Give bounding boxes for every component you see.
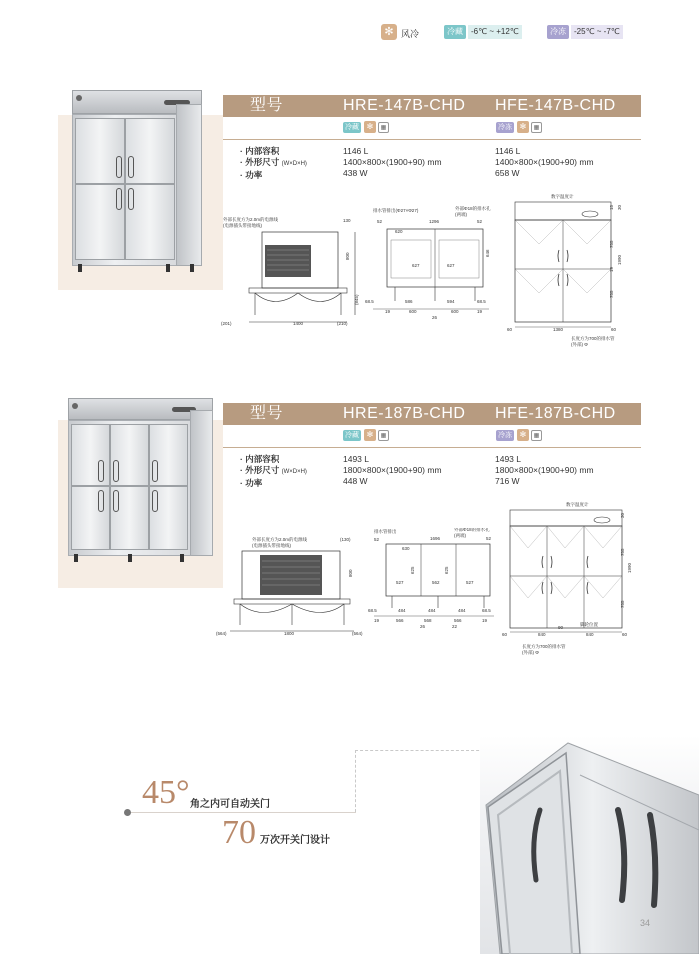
front-view-drawing-2 bbox=[500, 498, 635, 663]
dim: 60 bbox=[502, 632, 508, 637]
drain-note-sub: (两端) bbox=[454, 533, 466, 538]
dim: 755 bbox=[609, 290, 614, 298]
dim: 68.5 bbox=[365, 299, 374, 304]
dim: 840 bbox=[538, 632, 546, 637]
dim: 52 bbox=[374, 537, 380, 542]
drain-note: 外部Φ18的排水孔 bbox=[455, 206, 491, 211]
dim: 800 bbox=[348, 569, 353, 577]
spec-volume-label: · 内部容积 bbox=[240, 454, 280, 464]
dim: 19 bbox=[482, 618, 488, 623]
dim: 586 bbox=[405, 299, 413, 304]
spec-volume-label: · 内部容积 bbox=[240, 146, 280, 156]
model-a-cool-tag: 冷藏 bbox=[345, 124, 359, 131]
dim: 19 bbox=[385, 309, 391, 314]
dim: 620 bbox=[395, 229, 403, 234]
dim: 52 bbox=[486, 536, 492, 541]
dim: 26 bbox=[432, 315, 438, 320]
dim: 562 bbox=[432, 580, 440, 585]
bullet-dot bbox=[124, 809, 131, 816]
spec-value: 1493 L bbox=[495, 454, 521, 464]
feature-line bbox=[128, 812, 356, 813]
dim: 60 bbox=[611, 327, 617, 332]
dim: 68.5 bbox=[368, 608, 377, 613]
refrigerator-4door-image bbox=[72, 90, 202, 270]
door-closeup-image bbox=[480, 735, 699, 954]
dim: 22 bbox=[452, 624, 458, 629]
dim: 68.5 bbox=[482, 608, 491, 613]
model-b-freeze-tag: 冷冻 bbox=[498, 124, 512, 131]
hose-note-sub: (外部) Φ bbox=[571, 342, 588, 347]
dim: 755 bbox=[620, 600, 625, 608]
display-note: 数字温度计 bbox=[551, 194, 574, 199]
dim: 52 bbox=[477, 219, 483, 224]
drain-note-sub: (两端) bbox=[455, 212, 467, 217]
spec-size-label: · 外形尺寸 bbox=[240, 465, 280, 475]
caster-note: 脚轮位置 bbox=[580, 622, 598, 627]
front-view-drawing-1 bbox=[505, 190, 630, 352]
dim: 484 bbox=[398, 608, 406, 613]
side-view-drawing-2 bbox=[368, 528, 500, 638]
dim: 568 bbox=[424, 618, 432, 623]
dim: (564) bbox=[216, 631, 227, 636]
spec-value: 1800×800×(1900+90) mm bbox=[343, 465, 442, 475]
dim: 1800 bbox=[284, 631, 295, 636]
fan-label: 风冷 bbox=[401, 29, 420, 39]
page-number: 34 bbox=[640, 918, 651, 928]
power-cord-note: 外部长度方为2.0m的电源线 bbox=[223, 217, 279, 222]
dim: 484 bbox=[428, 608, 436, 613]
dim: (210) bbox=[337, 321, 348, 326]
dim: 646 bbox=[485, 249, 490, 257]
spec-value: 658 W bbox=[495, 168, 520, 178]
dim: 484 bbox=[458, 608, 466, 613]
spec-size-label: · 外形尺寸 bbox=[240, 157, 280, 167]
dim: 90 bbox=[558, 625, 564, 630]
dim: 68.5 bbox=[477, 299, 486, 304]
spec-value: 1800×800×(1900+90) mm bbox=[495, 465, 594, 475]
model-a-cool-tag: 冷藏 bbox=[345, 432, 359, 439]
display-note: 数字温度计 bbox=[566, 502, 589, 507]
dim: 527 bbox=[396, 580, 404, 585]
dim: 15 bbox=[609, 204, 614, 210]
dim: 627 bbox=[412, 263, 420, 268]
power-cord-note-sub: (电源插头带接地线) bbox=[223, 223, 262, 228]
divider bbox=[223, 447, 641, 448]
divider bbox=[223, 139, 641, 140]
back-view-drawing-2 bbox=[212, 533, 372, 643]
hose-note-sub: (外部) Φ bbox=[522, 650, 539, 655]
dim: 60 bbox=[622, 632, 628, 637]
fan-icon: ✻ bbox=[381, 24, 397, 40]
spec-value: 1146 L bbox=[343, 146, 369, 156]
freeze-tag: 冷冻 bbox=[547, 25, 569, 39]
dim: 800 bbox=[345, 252, 350, 260]
specs-model-a bbox=[343, 146, 442, 179]
spec-size-unit: (W×D×H) bbox=[281, 161, 307, 167]
hose-note: 长度方为700的排水管 bbox=[522, 644, 566, 649]
spec-value: 1400×800×(1900+90) mm bbox=[343, 157, 442, 167]
drain-top-note: 排水管排出 bbox=[374, 529, 397, 534]
dim: 566 bbox=[454, 618, 462, 623]
dim: 1990 bbox=[617, 254, 622, 265]
model-a-title: HRE-187B-CHD bbox=[343, 405, 466, 422]
dim: 600 bbox=[409, 309, 417, 314]
spec-value: 1400×800×(1900+90) mm bbox=[495, 157, 594, 167]
dim: 625 bbox=[410, 566, 415, 574]
dim: 566 bbox=[396, 618, 404, 623]
dim: (845) bbox=[354, 294, 359, 305]
dashed-line-vertical bbox=[355, 750, 356, 812]
spec-value: 716 W bbox=[495, 476, 520, 486]
model-b-title: HFE-147B-CHD bbox=[495, 97, 616, 114]
model-b-control-icon: ▦ bbox=[531, 430, 542, 441]
dim: 594 bbox=[447, 299, 455, 304]
dim: 630 bbox=[402, 546, 410, 551]
model-b-freeze-tag: 冷冻 bbox=[498, 432, 512, 439]
dim: 1380 bbox=[553, 327, 564, 332]
dim: 130 bbox=[343, 218, 351, 223]
spec-value: 1493 L bbox=[343, 454, 369, 464]
cool-tag: 冷藏 bbox=[444, 25, 466, 39]
spec-value: 1146 L bbox=[495, 146, 521, 156]
model-label: 型号 bbox=[250, 405, 284, 422]
dim: (564) bbox=[352, 631, 363, 636]
model-a-title: HRE-147B-CHD bbox=[343, 97, 466, 114]
model-label: 型号 bbox=[250, 97, 284, 114]
dim: 30 bbox=[617, 204, 622, 210]
drain-top-note: 排水管排出(Φ27×Φ27) bbox=[373, 208, 419, 213]
dim: 755 bbox=[620, 548, 625, 556]
dim: 1990 bbox=[627, 562, 632, 573]
model-a-fan-icon: ✻ bbox=[364, 121, 376, 133]
dim: 1400 bbox=[293, 321, 304, 326]
spec-value: 448 W bbox=[343, 476, 368, 486]
freeze-range: -25℃ ~ -7℃ bbox=[571, 25, 623, 39]
dim: 19 bbox=[374, 618, 380, 623]
dim: 627 bbox=[447, 263, 455, 268]
model-a-control-icon: ▦ bbox=[378, 122, 389, 133]
power-cord-note-sub: (电源插头带接地线) bbox=[252, 543, 291, 548]
spec-power-label: · 功率 bbox=[240, 478, 263, 488]
back-view-drawing-1 bbox=[215, 210, 365, 335]
dim: 527 bbox=[466, 580, 474, 585]
dim: 1296 bbox=[429, 219, 440, 224]
model-b-fan-icon: ✻ bbox=[517, 121, 529, 133]
spec-labels bbox=[240, 454, 307, 489]
dim: 52 bbox=[377, 219, 383, 224]
refrigerator-6door-image bbox=[68, 398, 213, 558]
model-a-control-icon: ▦ bbox=[378, 430, 389, 441]
dim: 840 bbox=[586, 632, 594, 637]
specs-model-b bbox=[495, 146, 594, 179]
model-b-title: HFE-187B-CHD bbox=[495, 405, 616, 422]
spec-labels bbox=[240, 146, 307, 181]
dim: 19 bbox=[477, 309, 483, 314]
dim: 625 bbox=[444, 566, 449, 574]
hose-note: 长度方为700的排水管 bbox=[571, 336, 615, 341]
model-a-fan-icon: ✻ bbox=[364, 429, 376, 441]
power-cord-note: 外部长度方为2.0m的电源线 bbox=[252, 537, 308, 542]
dim: (130) bbox=[340, 537, 351, 542]
feature-angle-text: 角之内可自动关门 bbox=[190, 799, 270, 810]
dim: 1696 bbox=[430, 536, 441, 541]
spec-power-label: · 功率 bbox=[240, 170, 263, 180]
feature-angle-number: 45° bbox=[142, 774, 190, 811]
side-view-drawing-1 bbox=[365, 205, 495, 330]
dim: 19 bbox=[609, 266, 614, 272]
feature-cycles-number: 70 bbox=[222, 814, 256, 851]
dim: (201) bbox=[221, 321, 232, 326]
drain-note: 外部Φ18的排水孔 bbox=[454, 528, 490, 532]
spec-size-unit: (W×D×H) bbox=[281, 469, 307, 475]
cool-range: -6℃ ~ +12℃ bbox=[468, 25, 522, 39]
feature-cycles-text: 万次开关门设计 bbox=[260, 835, 330, 846]
dim: 755 bbox=[609, 240, 614, 248]
specs-model-b bbox=[495, 454, 594, 487]
spec-value: 438 W bbox=[343, 168, 368, 178]
dim: 600 bbox=[451, 309, 459, 314]
dim: 30 bbox=[620, 512, 625, 518]
dim: 60 bbox=[507, 327, 513, 332]
specs-model-a bbox=[343, 454, 442, 487]
model-b-control-icon: ▦ bbox=[531, 122, 542, 133]
dim: 26 bbox=[420, 624, 426, 629]
model-b-fan-icon: ✻ bbox=[517, 429, 529, 441]
